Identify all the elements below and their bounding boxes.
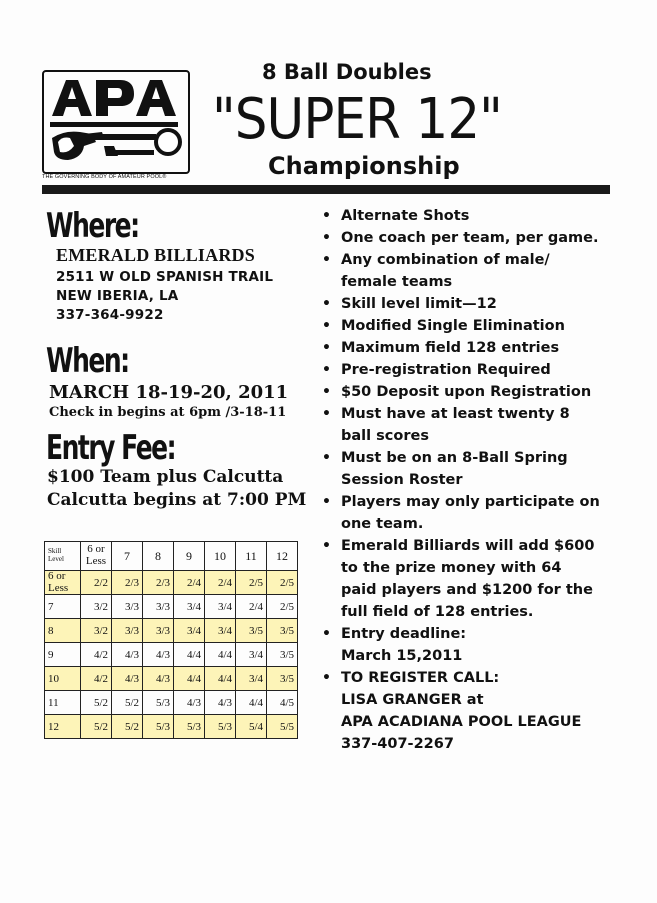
checkin-time: Check in begins at 6pm /3-18-11 <box>49 405 287 420</box>
event-type: 8 Ball Doubles <box>262 60 432 84</box>
table-cell: 3/4 <box>236 667 267 691</box>
bullet-icon: • <box>322 626 331 642</box>
row-level-cell: 7 <box>45 595 81 619</box>
venue-phone: 337-364-9922 <box>56 307 164 323</box>
rule-line: Alternate Shots <box>341 208 470 224</box>
bullet-icon: • <box>322 494 331 510</box>
table-cell: 4/5 <box>267 691 298 715</box>
rule-item <box>318 205 618 227</box>
table-cell: 3/4 <box>205 619 236 643</box>
row-level-bottom: Less <box>48 581 69 594</box>
table-cell: 4/2 <box>81 643 112 667</box>
table-cell: 4/4 <box>205 643 236 667</box>
table-cell: 3/5 <box>236 619 267 643</box>
corner-label-top: Skill <box>48 547 62 556</box>
bullet-icon: • <box>322 362 331 378</box>
rule-line: Pre-registration Required <box>341 362 551 378</box>
table-cell: 2/4 <box>205 571 236 595</box>
logo-frame <box>42 70 190 174</box>
header-divider <box>42 185 610 194</box>
logo-tagline: THE GOVERNING BODY OF AMATEUR POOL® <box>42 174 167 180</box>
table-cell: 4/3 <box>143 643 174 667</box>
table-cell: 4/4 <box>174 643 205 667</box>
rule-item <box>318 249 618 293</box>
table-cell: 5/5 <box>267 715 298 739</box>
table-cell: 2/5 <box>236 571 267 595</box>
rule-item <box>318 293 618 315</box>
table-cell: 2/4 <box>236 595 267 619</box>
bullet-icon: • <box>322 538 331 554</box>
rule-item <box>318 623 618 667</box>
column-header-top: 6 or <box>87 543 105 556</box>
column-header: 11 <box>236 542 267 571</box>
table-cell: 4/3 <box>205 691 236 715</box>
table-cell: 3/2 <box>81 619 112 643</box>
table-cell: 4/3 <box>112 667 143 691</box>
rule-item <box>318 359 618 381</box>
event-dates: MARCH 18-19-20, 2011 <box>49 382 289 403</box>
table-cell: 4/3 <box>143 667 174 691</box>
row-level-cell <box>45 571 81 595</box>
table-row <box>45 691 298 715</box>
table-cell: 5/4 <box>236 715 267 739</box>
column-header <box>81 542 112 571</box>
rule-line: Maximum field 128 entries <box>341 340 560 356</box>
rule-line: LISA GRANGER at <box>341 692 484 708</box>
table-cell: 2/3 <box>143 571 174 595</box>
table-cell: 4/4 <box>205 667 236 691</box>
table-cell: 4/3 <box>174 691 205 715</box>
table-row <box>45 643 298 667</box>
rule-line: TO REGISTER CALL: <box>341 670 500 686</box>
bullet-icon: • <box>322 296 331 312</box>
table-header-row <box>45 542 298 571</box>
rule-item <box>318 403 618 447</box>
column-header-bottom: Less <box>85 555 107 567</box>
event-title: "SUPER 12" <box>212 87 502 152</box>
table-cell: 3/2 <box>81 595 112 619</box>
rule-item <box>318 447 618 491</box>
corner-label-bottom: Level <box>48 555 64 563</box>
table-cell: 3/3 <box>143 619 174 643</box>
entry-fee-heading: Entry Fee: <box>46 428 176 468</box>
row-level-cell: 12 <box>45 715 81 739</box>
table-cell: 3/3 <box>143 595 174 619</box>
table-cell: 2/2 <box>81 571 112 595</box>
column-header: 12 <box>267 542 298 571</box>
table-cell: 3/5 <box>267 619 298 643</box>
table-row <box>45 619 298 643</box>
rule-line: Skill level limit—12 <box>341 296 497 312</box>
table-row <box>45 571 298 595</box>
row-level-cell: 8 <box>45 619 81 643</box>
table-cell: 5/2 <box>112 691 143 715</box>
table-body <box>45 571 298 739</box>
event-subtitle: Championship <box>268 152 460 180</box>
rule-line: one team. <box>341 516 424 532</box>
rule-line: full field of 128 entries. <box>341 604 534 620</box>
venue-address: 2511 W OLD SPANISH TRAIL <box>56 269 274 285</box>
table-cell: 5/2 <box>112 715 143 739</box>
table-cell: 5/3 <box>143 691 174 715</box>
table-cell: 3/5 <box>267 667 298 691</box>
column-header: 7 <box>112 542 143 571</box>
rule-item <box>318 337 618 359</box>
bullet-icon: • <box>322 450 331 466</box>
table-cell: 3/4 <box>236 643 267 667</box>
bullet-icon: • <box>322 384 331 400</box>
table-cell: 5/3 <box>205 715 236 739</box>
rule-line: Players may only participate on <box>341 494 600 510</box>
bullet-icon: • <box>322 406 331 422</box>
rule-item <box>318 491 618 535</box>
rule-item <box>318 315 618 337</box>
table-cell: 5/3 <box>174 715 205 739</box>
row-level-cell: 11 <box>45 691 81 715</box>
when-heading: When: <box>46 341 129 381</box>
bullet-icon: • <box>322 230 331 246</box>
rule-line: to the prize money with 64 <box>341 560 562 576</box>
table-cell: 3/4 <box>174 619 205 643</box>
where-heading: Where: <box>46 206 139 246</box>
rule-line: 337-407-2267 <box>341 736 454 752</box>
rule-item <box>318 381 618 403</box>
skill-level-table <box>44 541 298 739</box>
rule-line: Session Roster <box>341 472 463 488</box>
table-cell: 3/3 <box>112 619 143 643</box>
table-cell: 3/4 <box>205 595 236 619</box>
bullet-icon: • <box>322 318 331 334</box>
table-cell: 2/3 <box>112 571 143 595</box>
rule-line: ball scores <box>341 428 429 444</box>
column-header: 8 <box>143 542 174 571</box>
rule-line: Modified Single Elimination <box>341 318 565 334</box>
bullet-icon: • <box>322 670 331 686</box>
rule-line: APA ACADIANA POOL LEAGUE <box>341 714 582 730</box>
rule-line: female teams <box>341 274 453 290</box>
column-header: 10 <box>205 542 236 571</box>
rule-line: Any combination of male/ <box>341 252 550 268</box>
rule-line: Must have at least twenty 8 <box>341 406 570 422</box>
table-row <box>45 715 298 739</box>
rule-item <box>318 667 618 755</box>
rule-item <box>318 535 618 623</box>
row-level-top: 6 or <box>48 570 66 582</box>
apa-logo <box>42 70 192 182</box>
table-cell: 2/5 <box>267 595 298 619</box>
apa-logo-mark-icon <box>44 72 188 172</box>
bullet-icon: • <box>322 340 331 356</box>
table-cell: 5/2 <box>81 715 112 739</box>
table-cell: 4/4 <box>236 691 267 715</box>
entry-fee-amount: $100 Team plus Calcutta <box>47 467 284 487</box>
table-row <box>45 667 298 691</box>
row-level-cell: 9 <box>45 643 81 667</box>
table-cell: 4/2 <box>81 667 112 691</box>
row-level-cell: 10 <box>45 667 81 691</box>
rules-list <box>318 205 618 755</box>
rule-line: One coach per team, per game. <box>341 230 599 246</box>
table-cell: 2/5 <box>267 571 298 595</box>
table-cell: 3/5 <box>267 643 298 667</box>
table-cell: 3/4 <box>174 595 205 619</box>
table-cell: 4/4 <box>174 667 205 691</box>
rule-line: $50 Deposit upon Registration <box>341 384 592 400</box>
rule-item <box>318 227 618 249</box>
rule-line: Entry deadline: <box>341 626 467 642</box>
calcutta-time: Calcutta begins at 7:00 PM <box>47 490 307 510</box>
table-cell: 5/3 <box>143 715 174 739</box>
rule-line: Must be on an 8-Ball Spring <box>341 450 568 466</box>
rule-line: paid players and $1200 for the <box>341 582 593 598</box>
table-cell: 5/2 <box>81 691 112 715</box>
bullet-icon: • <box>322 252 331 268</box>
bullet-icon: • <box>322 208 331 224</box>
venue-name: EMERALD BILLIARDS <box>56 245 255 265</box>
venue-city: NEW IBERIA, LA <box>56 288 179 304</box>
column-header: 9 <box>174 542 205 571</box>
table-cell: 3/3 <box>112 595 143 619</box>
table-corner-cell <box>45 542 81 571</box>
table-cell: 2/4 <box>174 571 205 595</box>
rule-line: Emerald Billiards will add $600 <box>341 538 595 554</box>
rule-line: March 15,2011 <box>341 648 463 664</box>
table-cell: 4/3 <box>112 643 143 667</box>
table-row <box>45 595 298 619</box>
